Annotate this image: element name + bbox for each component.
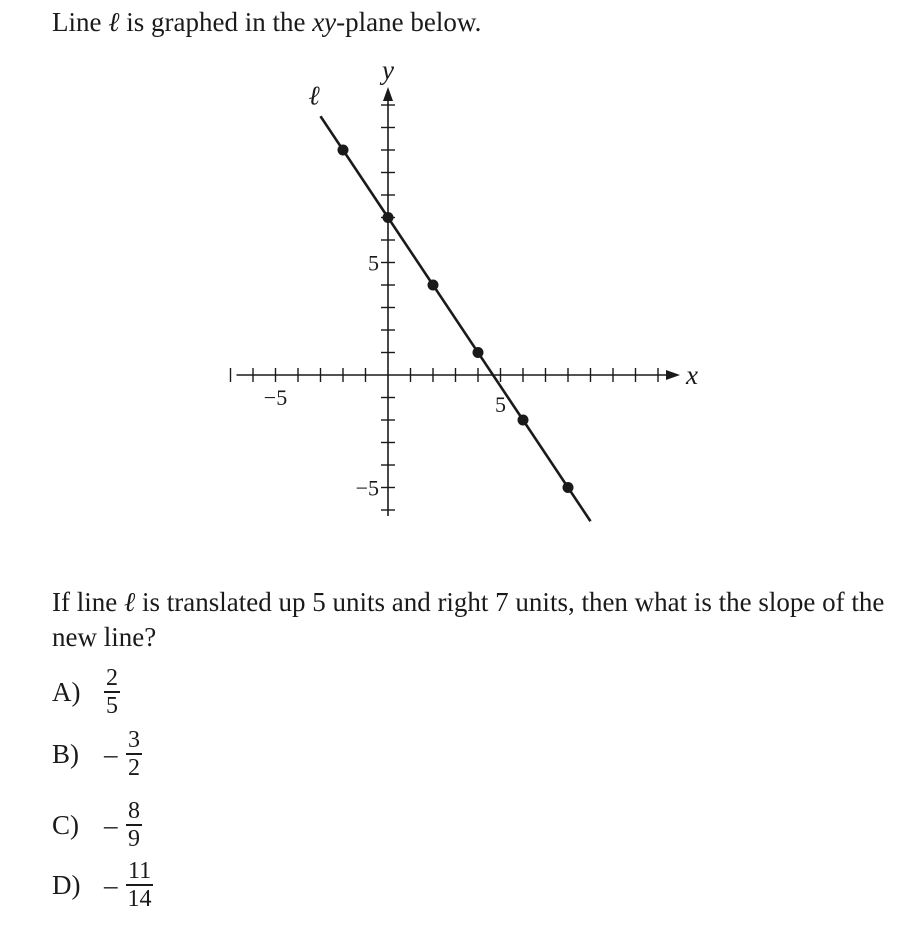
fraction-denominator: 2 [128, 755, 140, 781]
prompt-text-before: Line [52, 7, 109, 37]
x-axis-arrow-icon [666, 370, 680, 380]
choice-letter: A) [52, 676, 81, 707]
plane-variables: xy [312, 7, 337, 37]
y-tick-label-neg-5: −5 [355, 475, 379, 501]
choice-letter: B) [52, 738, 79, 769]
choice-d[interactable] [52, 855, 153, 915]
line-l [321, 116, 591, 521]
choice-fraction [126, 859, 153, 911]
y-tick-label-5: 5 [368, 250, 379, 276]
y-axis-label: y [382, 55, 394, 85]
fraction-numerator: 11 [128, 858, 152, 884]
fraction-denominator: 5 [106, 693, 118, 719]
line-point [473, 347, 484, 358]
fraction-denominator: 9 [128, 826, 140, 852]
choice-fraction [126, 728, 142, 780]
choice-c[interactable] [52, 795, 142, 855]
line-symbol: ℓ [108, 7, 120, 37]
x-axis-label: x [686, 360, 698, 390]
prompt-text-middle: is graphed in the [119, 7, 313, 37]
question-line-symbol: ℓ [123, 587, 136, 617]
y-axis-arrow-icon [383, 87, 393, 101]
line-point [338, 145, 349, 156]
x-tick-label-neg-5: −5 [263, 385, 288, 410]
choice-a[interactable] [52, 662, 120, 722]
choice-fraction [126, 799, 142, 851]
line-point [428, 280, 439, 291]
choice-sign: – [104, 738, 118, 769]
line-l-label: ℓ [308, 80, 320, 111]
choice-fraction [104, 666, 120, 718]
choice-letter: C) [52, 809, 79, 840]
question-text-after: is translated up 5 units and right 7 units, then what is the slope of the new line? [52, 587, 885, 652]
question-text-before: If line [52, 587, 124, 617]
axes [231, 87, 681, 516]
choice-sign: – [104, 809, 118, 840]
fraction-numerator: 2 [106, 665, 118, 691]
question-text [52, 585, 892, 655]
fraction-numerator: 8 [128, 798, 140, 824]
choice-b[interactable] [52, 724, 142, 784]
line-point [383, 212, 394, 223]
line-point [563, 482, 574, 493]
x-tick-label-5: 5 [495, 392, 506, 417]
prompt-text-after: -plane below. [336, 7, 482, 37]
fraction-denominator: 14 [127, 886, 152, 912]
line-point [518, 415, 529, 426]
fraction-numerator: 3 [128, 727, 140, 753]
choice-letter: D) [52, 869, 81, 900]
choice-sign: – [104, 869, 118, 900]
